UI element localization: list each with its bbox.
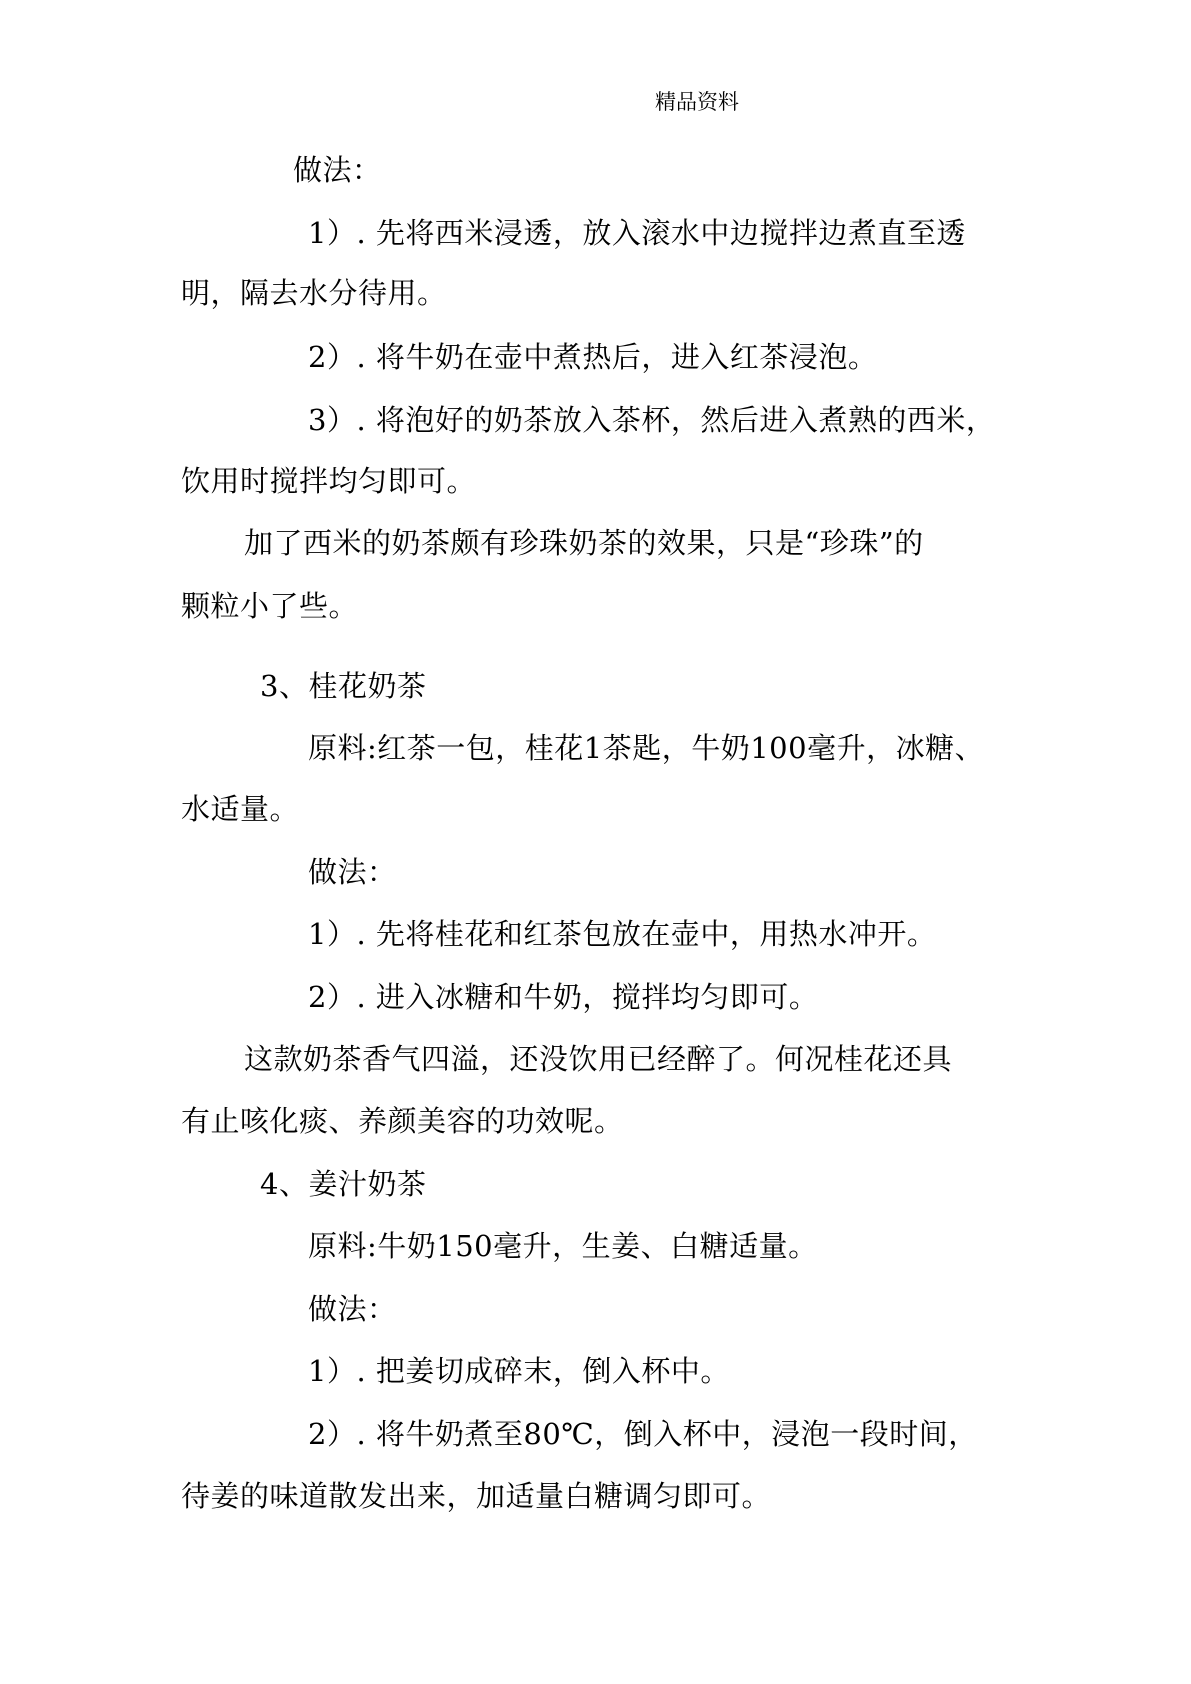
ingredients-line: 原料:红茶一包，桂花1茶匙，牛奶100毫升，冰糖、 [308, 731, 985, 765]
step-line: 2）. 将牛奶煮至80℃，倒入杯中，浸泡一段时间， [308, 1417, 978, 1451]
ingredients-line: 原料:牛奶150毫升，生姜、白糖适量。 [308, 1229, 818, 1263]
note-paragraph: 加了西米的奶茶颇有珍珠奶茶的效果，只是“珍珠”的 [244, 526, 924, 560]
note-paragraph-continued: 有止咳化痰、养颜美容的功效呢。 [181, 1104, 624, 1138]
page-header-watermark: 精品资料 [655, 90, 739, 114]
step-line-continued: 明，隔去水分待用。 [181, 276, 447, 310]
step-line: 1）. 先将桂花和红茶包放在壶中，用热水冲开。 [308, 917, 937, 951]
note-paragraph-continued: 颗粒小了些。 [181, 589, 359, 623]
method-heading: 做法： [308, 855, 397, 889]
step-line: 2）. 进入冰糖和牛奶，搅拌均匀即可。 [308, 980, 819, 1014]
step-line: 1）. 把姜切成碎末，倒入杯中。 [308, 1354, 730, 1388]
section-title-osmanthus-milk-tea: 3、桂花奶茶 [260, 669, 427, 703]
step-line-continued: 饮用时搅拌均匀即可。 [181, 464, 477, 498]
method-heading: 做法： [308, 1292, 397, 1326]
step-line: 1）. 先将西米浸透，放入滚水中边搅拌边煮直至透 [308, 216, 966, 250]
note-paragraph: 这款奶茶香气四溢，还没饮用已经醉了。何况桂花还具 [244, 1042, 953, 1076]
section-title-ginger-milk-tea: 4、姜汁奶茶 [260, 1167, 427, 1201]
step-line-continued: 待姜的味道散发出来，加适量白糖调匀即可。 [181, 1479, 772, 1513]
step-line: 3）. 将泡好的奶茶放入茶杯，然后进入煮熟的西米， [308, 403, 996, 437]
method-heading: 做法： [293, 153, 382, 187]
step-line: 2）. 将牛奶在壶中煮热后，进入红茶浸泡。 [308, 340, 878, 374]
ingredients-line-continued: 水适量。 [181, 792, 300, 826]
